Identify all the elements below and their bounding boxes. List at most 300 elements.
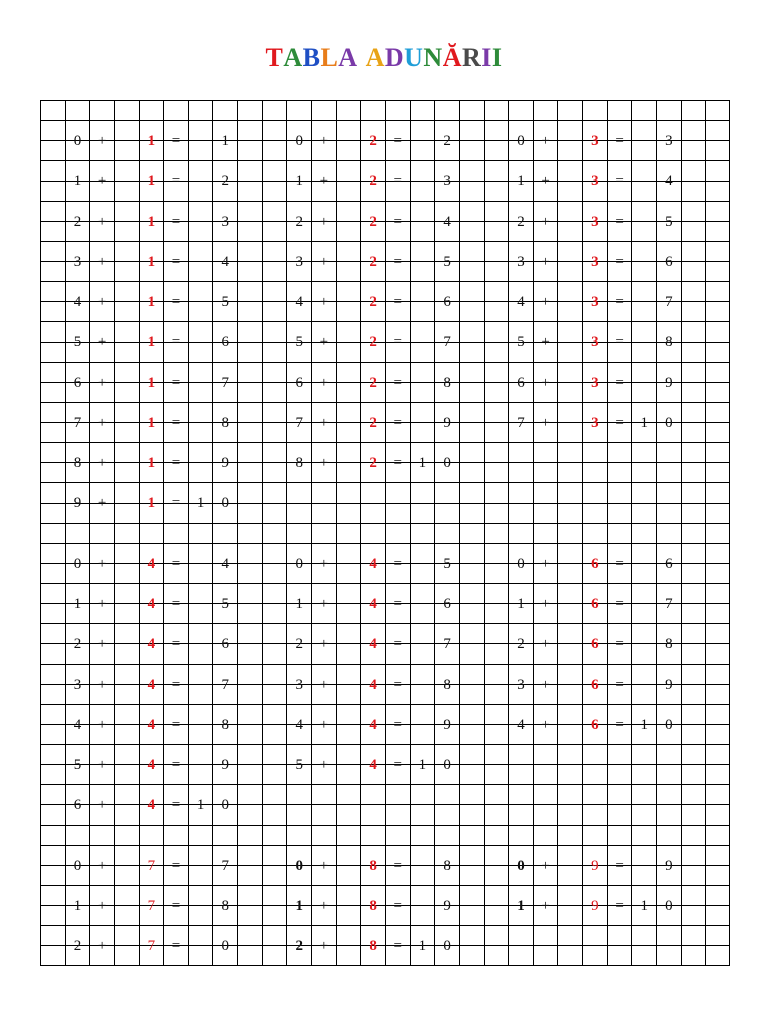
grid-cell (336, 321, 361, 341)
plus-sign: + (97, 133, 107, 150)
grid-cell (434, 160, 459, 190)
grid-cell (533, 503, 558, 523)
grid-cell (557, 945, 582, 965)
grid-cell (607, 583, 632, 612)
grid-cell (139, 845, 164, 874)
grid-cell (705, 905, 730, 925)
grid-cell (188, 201, 213, 221)
grid-cell (484, 241, 509, 261)
grid-cell (163, 100, 188, 120)
grid-cell (681, 241, 706, 261)
grid-cell (705, 241, 730, 261)
grid-cell (484, 482, 509, 502)
grid-cell (40, 563, 65, 583)
second-addend: 1 (147, 294, 156, 311)
grid-cell (705, 563, 730, 583)
grid-cell (65, 583, 90, 612)
plus-sign: + (541, 374, 550, 391)
grid-cell (533, 744, 558, 764)
grid-cell (188, 885, 213, 905)
grid-cell (311, 664, 336, 693)
grid-cell (484, 825, 509, 845)
grid-cell (262, 905, 287, 925)
grid-cell (114, 160, 139, 180)
grid-cell (607, 321, 632, 351)
grid-cell (607, 845, 632, 874)
grid-cell (410, 402, 435, 422)
grid-cell (459, 201, 484, 221)
grid-cell (582, 462, 607, 482)
grid-cell (484, 865, 509, 885)
grid-cell (114, 503, 139, 523)
grid-cell (40, 885, 65, 905)
grid-cell (533, 523, 558, 543)
grid-cell (656, 825, 681, 845)
grid-cell (681, 764, 706, 784)
grid-cell (385, 523, 410, 543)
grid-cell (631, 684, 656, 704)
grid-cell (681, 160, 706, 180)
first-addend: 5 (295, 757, 303, 773)
grid-cell (410, 382, 435, 402)
equals-sign: = (615, 716, 624, 733)
grid-cell (607, 462, 632, 482)
grid-cell (360, 201, 385, 230)
grid-cell (705, 281, 730, 301)
grid-cell (705, 120, 730, 140)
grid-cell (188, 623, 213, 643)
sum-result: 7 (665, 596, 673, 612)
grid-cell (188, 181, 213, 201)
grid-cell (89, 825, 114, 845)
grid-cell (188, 402, 213, 422)
grid-cell (705, 764, 730, 784)
sum-units-digit: 0 (443, 757, 451, 773)
equals-sign: = (171, 414, 181, 431)
plus-sign: + (319, 636, 329, 653)
second-addend: 6 (591, 596, 599, 612)
grid-cell (262, 664, 287, 684)
plus-sign: + (319, 596, 329, 612)
second-addend: 2 (369, 334, 377, 351)
grid-cell (40, 442, 65, 462)
grid-cell (631, 120, 656, 140)
grid-cell (484, 503, 509, 523)
grid-cell (237, 764, 262, 784)
grid-cell (114, 643, 139, 663)
grid-cell (705, 201, 730, 221)
equals-sign: = (393, 897, 403, 914)
first-addend: 1 (73, 596, 82, 612)
grid-cell (410, 160, 435, 180)
grid-cell (459, 402, 484, 422)
grid-cell (311, 241, 336, 270)
grid-cell (139, 784, 164, 814)
grid-cell (188, 845, 213, 865)
grid-cell (385, 482, 410, 502)
grid-cell (336, 100, 361, 120)
grid-cell (459, 724, 484, 744)
sum-result: 4 (665, 173, 673, 190)
grid-cell (40, 825, 65, 845)
grid-cell (139, 664, 164, 693)
sum-result: 1 (221, 133, 230, 150)
grid-cell (705, 100, 730, 120)
grid-cell (336, 925, 361, 945)
title-letter: U (404, 43, 424, 72)
grid-cell (557, 845, 582, 865)
plus-sign: + (319, 757, 329, 773)
grid-cell (336, 221, 361, 241)
sum-result: 5 (443, 555, 451, 572)
grid-cell (237, 523, 262, 543)
equals-sign: = (615, 676, 624, 693)
sum-result: 3 (221, 213, 230, 230)
plus-sign: + (541, 897, 550, 914)
grid-cell (459, 362, 484, 382)
grid-cell (705, 140, 730, 160)
grid-cell (533, 201, 558, 230)
grid-cell (631, 945, 656, 965)
grid-cell (360, 825, 385, 845)
grid-cell (459, 925, 484, 945)
grid-cell (656, 784, 681, 804)
sum-result: 8 (665, 334, 673, 351)
grid-cell (336, 563, 361, 583)
second-addend: 2 (369, 294, 377, 311)
second-addend: 6 (591, 555, 599, 572)
grid-cell (705, 885, 730, 905)
second-addend: 4 (147, 596, 156, 612)
grid-cell (237, 382, 262, 402)
grid-cell (188, 724, 213, 744)
second-addend: 2 (369, 253, 377, 270)
grid-cell (434, 583, 459, 612)
first-addend: 5 (517, 334, 525, 351)
grid-cell (385, 784, 410, 804)
grid-cell (237, 804, 262, 824)
grid-cell (163, 281, 188, 311)
grid-cell (705, 603, 730, 623)
grid-cell (40, 804, 65, 824)
grid-cell (40, 704, 65, 724)
second-addend: 2 (369, 455, 377, 472)
grid-cell (557, 362, 582, 382)
sum-result: 8 (443, 676, 451, 693)
grid-cell (681, 422, 706, 442)
equals-sign: = (615, 334, 624, 351)
grid-cell (681, 382, 706, 402)
grid-cell (484, 885, 509, 905)
grid-cell (484, 684, 509, 704)
grid-cell (139, 623, 164, 653)
grid-cell (336, 422, 361, 442)
grid-cell (582, 804, 607, 824)
plus-sign: + (97, 213, 107, 230)
grid-cell (434, 482, 459, 502)
grid-cell (89, 885, 114, 914)
grid-cell (262, 201, 287, 221)
equals-sign: = (393, 253, 403, 270)
second-addend: 4 (147, 555, 156, 572)
second-addend: 1 (147, 334, 156, 351)
sum-result: 7 (221, 676, 230, 693)
grid-cell (484, 724, 509, 744)
grid-cell (681, 462, 706, 482)
sum-tens-digit: 1 (196, 797, 205, 814)
grid-cell (705, 261, 730, 281)
grid-cell (114, 321, 139, 341)
plus-sign: + (97, 455, 107, 472)
second-addend: 3 (591, 414, 599, 431)
grid-cell (557, 885, 582, 905)
grid-cell (163, 825, 188, 845)
grid-cell (237, 704, 262, 724)
grid-cell (484, 523, 509, 543)
plus-sign: + (319, 334, 329, 351)
grid-cell (459, 422, 484, 442)
sum-units-digit: 0 (665, 897, 673, 914)
equals-sign: = (393, 294, 403, 311)
second-addend: 3 (591, 334, 599, 351)
plus-sign: + (97, 857, 107, 874)
grid-cell (705, 321, 730, 341)
grid-cell (459, 945, 484, 965)
first-addend: 7 (517, 414, 525, 431)
grid-cell (631, 804, 656, 824)
grid-cell (607, 764, 632, 784)
grid-cell (40, 362, 65, 382)
grid-cell (459, 905, 484, 925)
grid-cell (410, 261, 435, 281)
first-addend: 0 (295, 857, 303, 874)
sum-result: 5 (443, 253, 451, 270)
grid-cell (385, 825, 410, 845)
grid-cell (484, 563, 509, 583)
grid-cell (114, 845, 139, 865)
plus-sign: + (97, 797, 107, 814)
grid-cell (681, 583, 706, 603)
grid-cell (631, 704, 656, 733)
plus-sign: + (97, 374, 107, 391)
sum-result: 8 (221, 716, 230, 733)
grid-cell (631, 321, 656, 341)
grid-cell (188, 583, 213, 603)
grid-cell (385, 160, 410, 190)
grid-cell (631, 140, 656, 160)
grid-cell (484, 784, 509, 804)
grid-cell (681, 643, 706, 663)
grid-cell (385, 241, 410, 270)
grid-cell (114, 301, 139, 321)
sum-units-digit: 0 (665, 414, 673, 431)
grid-cell (336, 160, 361, 180)
grid-cell (557, 221, 582, 241)
grid-cell (410, 281, 435, 301)
grid-cell (262, 362, 287, 382)
equals-sign: = (615, 414, 624, 431)
grid-cell (286, 503, 311, 523)
grid-cell (336, 382, 361, 402)
grid-cell (508, 825, 533, 845)
grid-cell (188, 744, 213, 764)
grid-cell (705, 160, 730, 180)
grid-cell (459, 885, 484, 905)
grid-cell (582, 784, 607, 804)
plus-sign: + (97, 334, 107, 351)
grid-cell (139, 281, 164, 311)
sum-result: 3 (665, 133, 673, 150)
grid-cell (188, 664, 213, 684)
grid-cell (114, 523, 139, 543)
grid-cell (582, 744, 607, 764)
equals-sign: = (171, 857, 181, 874)
grid-cell (212, 201, 237, 230)
grid-cell (681, 623, 706, 643)
grid-cell (188, 482, 213, 512)
grid-cell (557, 503, 582, 523)
grid-cell (557, 261, 582, 281)
grid-cell (508, 402, 533, 431)
grid-cell (434, 523, 459, 543)
first-addend: 1 (517, 596, 525, 612)
grid-cell (484, 623, 509, 643)
grid-cell (681, 825, 706, 845)
grid-cell (336, 523, 361, 543)
grid-cell (286, 583, 311, 612)
plus-sign: + (97, 938, 107, 955)
grid-cell (607, 362, 632, 391)
grid-cell (237, 603, 262, 623)
equals-sign: = (393, 374, 403, 391)
grid-cell (139, 201, 164, 230)
grid-cell (188, 905, 213, 925)
grid-cell (262, 100, 287, 120)
grid-cell (508, 321, 533, 351)
first-addend: 5 (295, 334, 303, 351)
grid-cell (360, 845, 385, 874)
equals-sign: = (393, 857, 403, 874)
sum-tens-digit: 1 (640, 716, 648, 733)
grid-cell (212, 160, 237, 190)
grid-cell (40, 643, 65, 663)
equals-sign: = (615, 857, 624, 874)
grid-cell (262, 684, 287, 704)
grid-cell (557, 664, 582, 684)
grid-cell (656, 281, 681, 311)
grid-cell (557, 241, 582, 261)
grid-cell (237, 402, 262, 422)
grid-cell (360, 482, 385, 502)
grid-cell (508, 100, 533, 120)
grid-cell (681, 120, 706, 140)
grid-cell (262, 402, 287, 422)
grid-cell (286, 241, 311, 270)
grid-cell (188, 241, 213, 261)
grid-cell (163, 362, 188, 391)
grid-cell (237, 442, 262, 462)
grid-cell (237, 482, 262, 502)
equals-sign: = (171, 596, 181, 612)
grid-cell (582, 885, 607, 914)
grid-cell (188, 140, 213, 160)
grid-cell (286, 804, 311, 824)
grid-cell (163, 201, 188, 230)
equals-sign: = (615, 374, 624, 391)
grid-cell (336, 804, 361, 824)
grid-cell (336, 342, 361, 362)
grid-cell (89, 784, 114, 814)
grid-cell (40, 764, 65, 784)
grid-cell (237, 825, 262, 845)
grid-cell (508, 160, 533, 190)
grid-cell (459, 301, 484, 321)
grid-cell (681, 865, 706, 885)
grid-cell (212, 100, 237, 120)
grid-cell (336, 241, 361, 261)
plus-sign: + (97, 636, 107, 653)
grid-cell (237, 301, 262, 321)
grid-cell (65, 825, 90, 845)
grid-cell (484, 321, 509, 341)
grid-cell (656, 744, 681, 764)
grid-cell (434, 925, 459, 955)
grid-cell (434, 623, 459, 653)
grid-cell (65, 845, 90, 874)
grid-cell (262, 382, 287, 402)
second-addend: 2 (369, 374, 377, 391)
grid-cell (681, 442, 706, 462)
equals-sign: = (615, 897, 624, 914)
grid-cell (360, 804, 385, 824)
grid-cell (212, 543, 237, 572)
second-addend: 2 (369, 133, 377, 150)
grid-cell (459, 281, 484, 301)
grid-cell (607, 784, 632, 804)
first-addend: 4 (517, 716, 525, 733)
grid-cell (114, 563, 139, 583)
equals-sign: = (393, 173, 403, 190)
grid-cell (484, 201, 509, 221)
grid-cell (607, 825, 632, 845)
grid-cell (188, 925, 213, 945)
grid-cell (336, 945, 361, 965)
grid-cell (286, 825, 311, 845)
grid-cell (114, 583, 139, 603)
sum-result: 6 (221, 334, 230, 351)
grid-cell (286, 523, 311, 543)
grid-cell (410, 442, 435, 472)
grid-cell (484, 643, 509, 663)
grid-cell (459, 523, 484, 543)
grid-cell (65, 885, 90, 914)
grid-cell (557, 100, 582, 120)
grid-cell (40, 261, 65, 281)
grid-cell (237, 160, 262, 180)
plus-sign: + (541, 173, 550, 190)
grid-cell (336, 704, 361, 724)
grid-cell (681, 945, 706, 965)
equals-sign: = (171, 455, 181, 472)
grid-cell (557, 281, 582, 301)
grid-cell (311, 402, 336, 431)
title-letter: L (320, 43, 339, 72)
grid-cell (582, 321, 607, 351)
grid-cell (631, 543, 656, 563)
grid-cell (311, 100, 336, 120)
first-addend: 3 (73, 253, 82, 270)
grid-cell (286, 744, 311, 773)
